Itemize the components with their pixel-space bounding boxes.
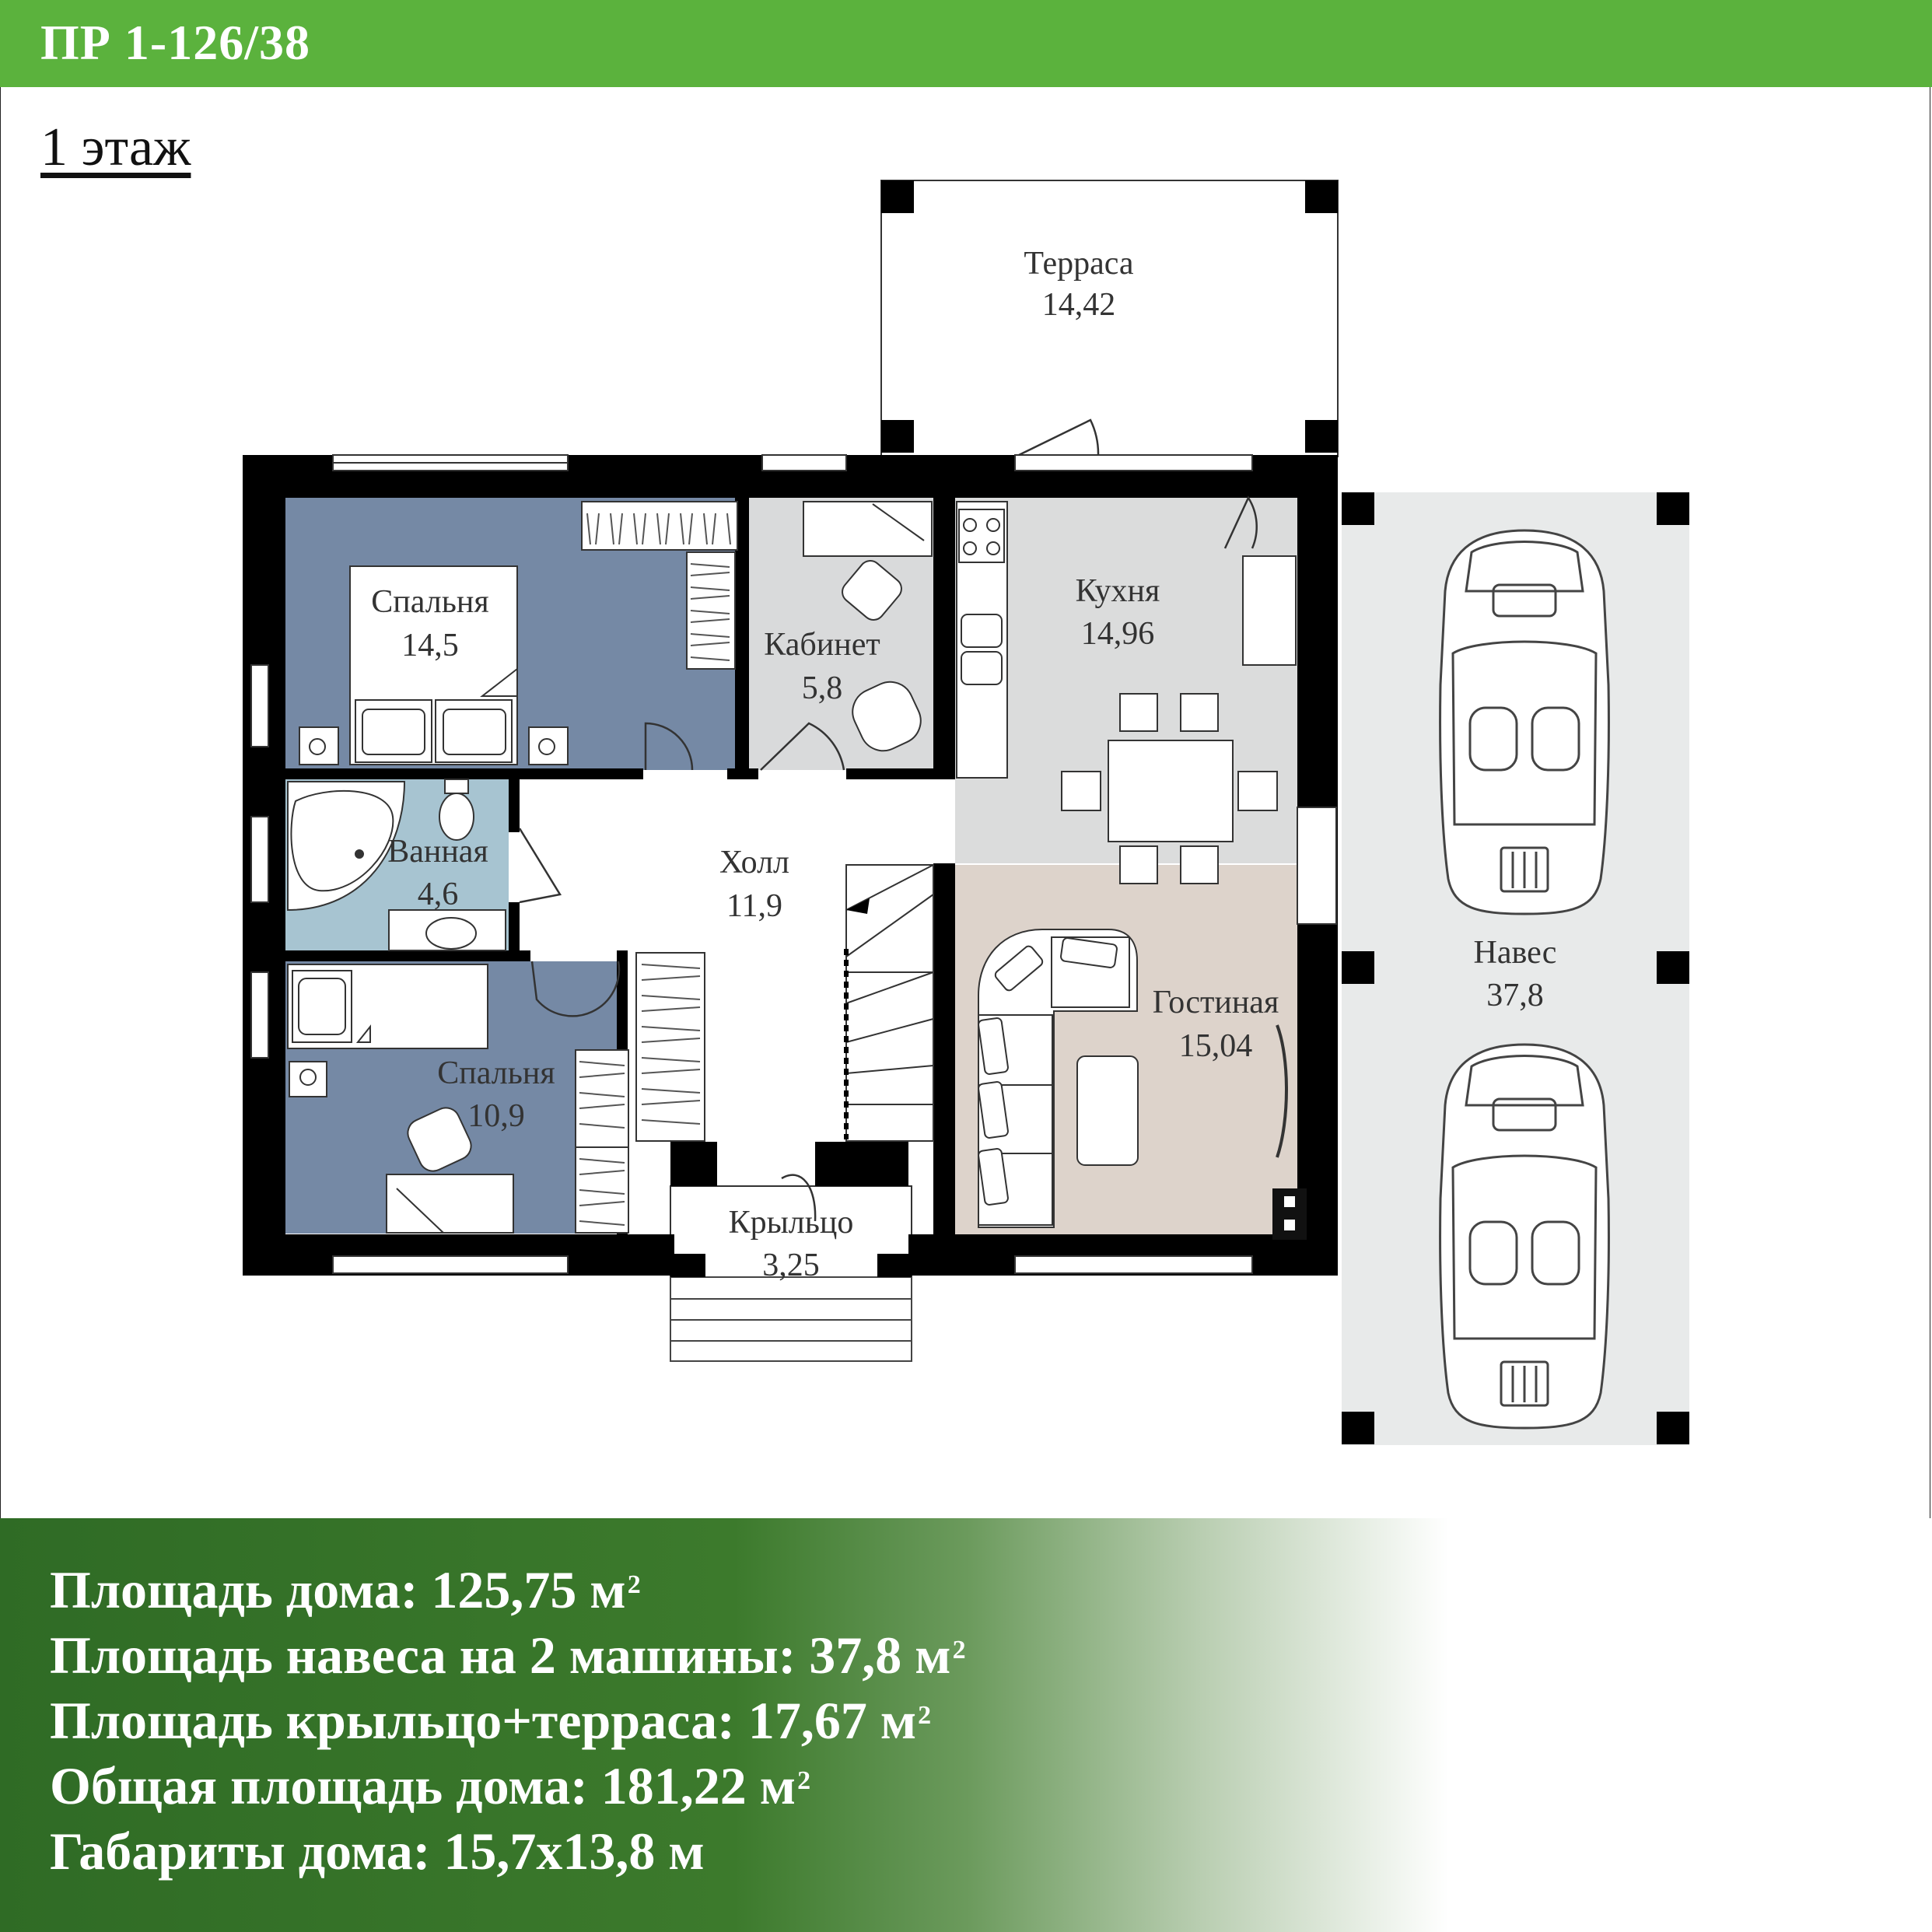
coffee-table-icon: [1077, 1056, 1138, 1165]
bedroom1-name: Спальня: [371, 584, 489, 620]
living-name: Гостиная: [1152, 985, 1279, 1020]
house-area-unit-exp: 2: [627, 1570, 641, 1599]
bedroom2-area-value: 10,9: [467, 1098, 525, 1134]
kitchen-area-value: 14,96: [1080, 616, 1155, 652]
terrace-area-value: 14,42: [1041, 287, 1116, 323]
toilet-icon: [439, 779, 474, 840]
porch-name: Крыльцо: [728, 1205, 854, 1241]
dimensions-stat: [50, 1818, 966, 1884]
stats-list: [50, 1557, 966, 1884]
kitchen-name: Кухня: [1075, 573, 1160, 609]
bedroom1-area-value: 14,5: [401, 628, 459, 663]
living-area-value: 15,04: [1178, 1028, 1253, 1064]
floor-label: 1 этаж: [40, 117, 191, 177]
terrace-name: Терраса: [1024, 246, 1134, 282]
sink-icon: [389, 910, 506, 950]
bedroom2-name: Спальня: [437, 1055, 555, 1091]
car-icon-2: [1440, 1045, 1609, 1428]
nightstand-icon-2: [289, 1062, 327, 1097]
car-icon-1: [1440, 530, 1609, 914]
house-area-text: Площадь дома: 125,75 м: [50, 1560, 626, 1619]
desk-icon-1: [803, 502, 932, 556]
porch-terrace-area-unit-exp: 2: [918, 1701, 932, 1730]
total-area-stat: [50, 1753, 966, 1818]
cabinet-name: Кабинет: [764, 627, 880, 663]
dimensions-text: Габариты дома: 15,7x13,8 м: [50, 1822, 705, 1881]
porch-area-value: 3,25: [762, 1248, 820, 1283]
carport-area-stat: [50, 1622, 966, 1688]
total-area-text: Общая площадь дома: 181,22 м: [50, 1756, 796, 1815]
carport-area-value: 37,8: [1486, 978, 1544, 1013]
porch-terrace-area-stat: [50, 1688, 966, 1753]
bed-icon-2: [288, 964, 488, 1048]
project-title: ПР 1-126/38: [40, 15, 310, 70]
cabinet-area-value: 5,8: [801, 670, 843, 706]
total-area-unit-exp: 2: [797, 1766, 811, 1795]
carport-area-unit-exp: 2: [952, 1636, 966, 1664]
carport-area-text: Площадь навеса на 2 машины: 37,8 м: [50, 1626, 951, 1685]
bathroom-area-value: 4,6: [417, 877, 459, 912]
fireplace-icon: [1272, 1188, 1307, 1240]
carport-name: Навес: [1473, 935, 1557, 971]
hall-area-value: 11,9: [726, 888, 782, 924]
house-area-stat: [50, 1557, 966, 1622]
hall-name: Холл: [719, 845, 790, 880]
bathroom-name: Ванная: [387, 834, 488, 870]
porch-terrace-area-text: Площадь крыльцо+терраса: 17,67 м: [50, 1691, 917, 1750]
